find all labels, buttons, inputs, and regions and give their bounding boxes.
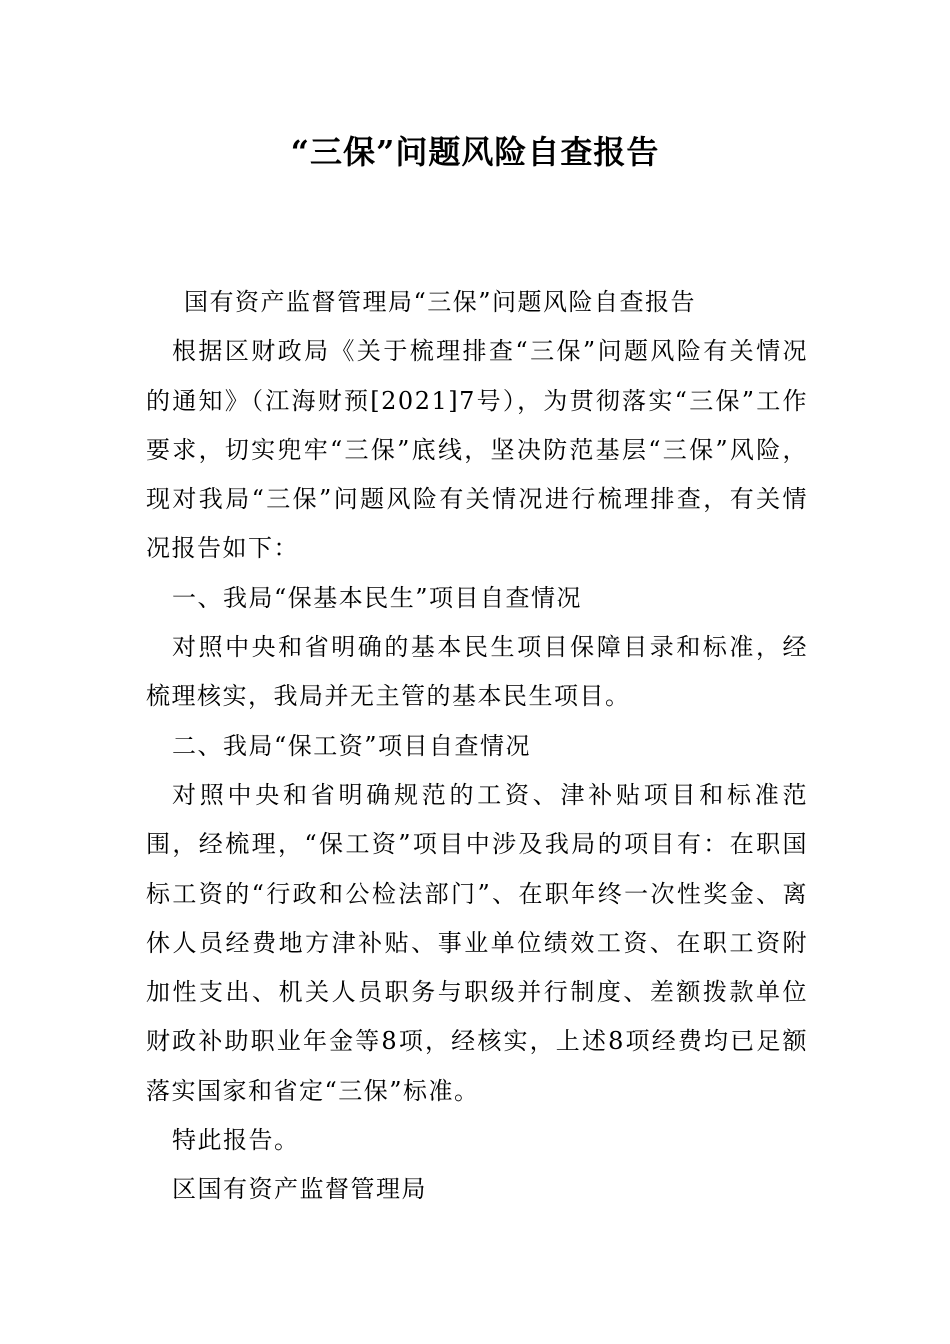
intro-paragraph: 根据区财政局《关于梳理排查“三保”问题风险有关情况的通知》（江海财预[2021]7号），为贯彻落实“三保”工作要求，切实兜牢“三保”底线，坚决防范基层“三保”风险，现对我局“三保”问题风险有关情况进行梳理排查，有关情况报告如下： bbox=[146, 337, 808, 563]
basic-livelihood-paragraph: 对照中央和省明确的基本民生项目保障目录和标准，经梳理核实，我局并无主管的基本民生项目。 bbox=[146, 633, 808, 711]
section-heading-basic-livelihood: 一、我局“保基本民生”项目自查情况 bbox=[172, 583, 583, 612]
document-title: “三保”问题风险自查报告 bbox=[290, 133, 660, 171]
signature-organization: 区国有资产监督管理局 bbox=[172, 1175, 427, 1204]
report-subtitle: 国有资产监督管理局“三保”问题风险自查报告 bbox=[184, 288, 697, 316]
section-heading-wages: 二、我局“保工资”项目自查情况 bbox=[172, 731, 532, 760]
wages-paragraph: 对照中央和省明确规范的工资、津补贴项目和标准范围，经梳理，“保工资”项目中涉及我局的项目有：在职国标工资的“行政和公检法部门”、在职年终一次性奖金、离休人员经费地方津补贴、事业单位绩效工资、在职工资附加性支出、机关人员职务与职级并行制度、差额拨款单位财政补助职业年金等8项，经核实，上述8项经费均已足额落实国家和省定“三保”标准。 bbox=[146, 780, 808, 1105]
document-body bbox=[146, 278, 808, 1215]
closing-remark: 特此报告。 bbox=[172, 1126, 300, 1155]
